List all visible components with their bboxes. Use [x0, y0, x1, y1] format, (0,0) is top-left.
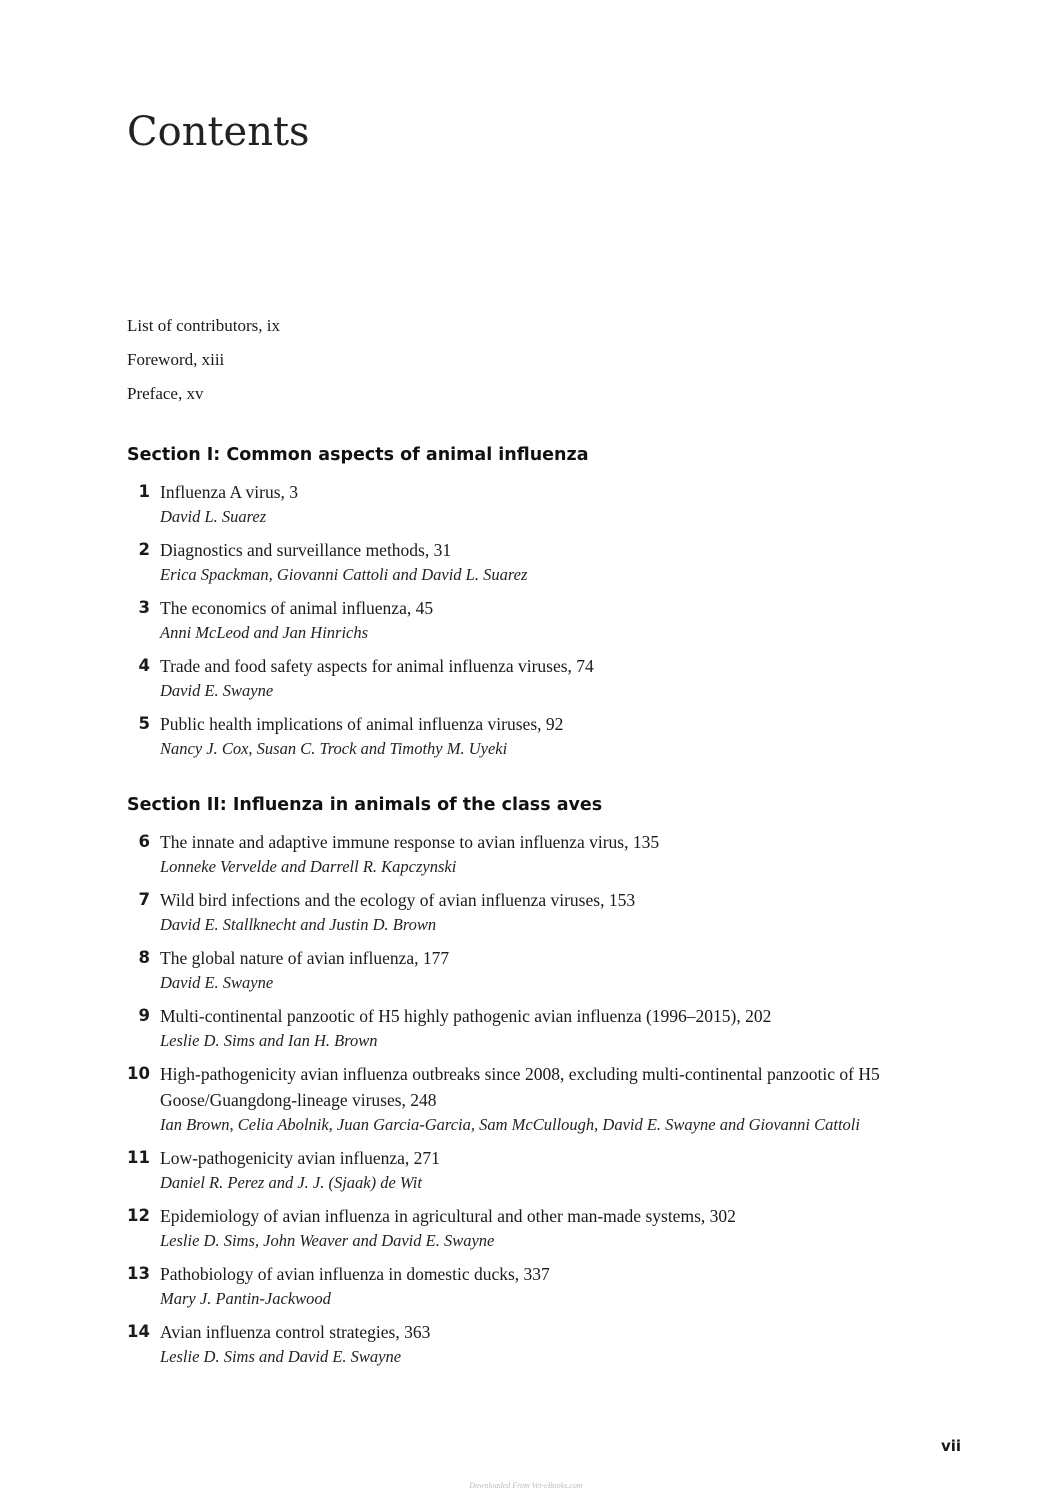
chapter-title: Influenza A virus, 3	[160, 482, 299, 502]
chapter-entry[interactable]	[127, 1003, 947, 1053]
chapter-entry[interactable]	[127, 653, 947, 703]
chapter-number: 3	[138, 598, 150, 617]
chapter-title: The economics of animal influenza, 45	[160, 598, 434, 618]
front-matter-item[interactable]: List of contributors, ix	[127, 316, 280, 335]
chapter-authors: Leslie D. Sims and Ian H. Brown	[160, 1031, 378, 1050]
page-title: Contents	[127, 109, 310, 155]
front-matter-list	[127, 314, 280, 416]
section-1	[127, 443, 947, 769]
chapter-title: The global nature of avian influenza, 177	[160, 948, 450, 968]
chapter-number: 13	[127, 1264, 150, 1283]
chapter-authors: David E. Swayne	[160, 973, 274, 992]
chapter-number: 14	[127, 1322, 150, 1341]
front-matter-item[interactable]: Foreword, xiii	[127, 350, 225, 369]
chapter-authors: Anni McLeod and Jan Hinrichs	[160, 623, 369, 642]
chapter-authors: Mary J. Pantin-Jackwood	[160, 1289, 331, 1308]
chapter-title: Epidemiology of avian influenza in agricultural and other man-made systems, 302	[160, 1206, 736, 1226]
chapter-authors: Leslie D. Sims, John Weaver and David E. Swayne	[160, 1231, 495, 1250]
chapter-number: 5	[138, 714, 150, 733]
chapter-entry[interactable]	[127, 1319, 947, 1369]
chapter-entry[interactable]	[127, 1203, 947, 1253]
page-number: vii	[940, 1437, 961, 1455]
chapter-number: 12	[127, 1206, 150, 1225]
chapter-entry[interactable]	[127, 1061, 947, 1137]
chapter-authors: Ian Brown, Celia Abolnik, Juan Garcia-Garcia, Sam McCullough, David E. Swayne and Giovanni Cattoli	[160, 1115, 860, 1134]
chapter-title: Low-pathogenicity avian influenza, 271	[160, 1148, 440, 1168]
chapter-entry[interactable]	[127, 537, 947, 587]
chapter-entry[interactable]	[127, 887, 947, 937]
chapter-entry[interactable]	[127, 829, 947, 879]
section-heading: Section I: Common aspects of animal influenza	[127, 445, 589, 465]
chapter-title: Multi-continental panzootic of H5 highly pathogenic avian influenza (1996–2015), 202	[160, 1006, 772, 1026]
chapter-number: 7	[138, 890, 150, 909]
chapter-entry[interactable]	[127, 1261, 947, 1311]
chapter-number: 4	[138, 656, 150, 675]
chapter-entry[interactable]	[127, 1145, 947, 1195]
chapter-number: 11	[127, 1148, 150, 1167]
front-matter-item[interactable]: Preface, xv	[127, 384, 204, 403]
chapter-title: Pathobiology of avian influenza in domestic ducks, 337	[160, 1264, 550, 1284]
section-2	[127, 793, 947, 1377]
chapter-title: High-pathogenicity avian influenza outbreaks since 2008, excluding multi-continental panzootic of H5 Goose/Guangdong-lineage viruses, 248	[160, 1064, 880, 1110]
chapter-number: 1	[138, 482, 150, 501]
chapter-authors: Erica Spackman, Giovanni Cattoli and David L. Suarez	[160, 565, 528, 584]
chapter-title: Diagnostics and surveillance methods, 31	[160, 540, 452, 560]
chapter-authors: Nancy J. Cox, Susan C. Trock and Timothy M. Uyeki	[160, 739, 508, 758]
chapter-title: Trade and food safety aspects for animal influenza viruses, 74	[160, 656, 594, 676]
chapter-title: Wild bird infections and the ecology of avian influenza viruses, 153	[160, 890, 636, 910]
chapter-title: Avian influenza control strategies, 363	[160, 1322, 431, 1342]
chapter-entry[interactable]	[127, 479, 947, 529]
chapter-authors: Daniel R. Perez and J. J. (Sjaak) de Wit	[160, 1173, 422, 1192]
chapter-authors: David L. Suarez	[160, 507, 267, 526]
chapter-number: 10	[127, 1064, 150, 1083]
chapter-authors: David E. Stallknecht and Justin D. Brown	[160, 915, 437, 934]
chapter-title: The innate and adaptive immune response to avian influenza virus, 135	[160, 832, 660, 852]
chapter-authors: David E. Swayne	[160, 681, 274, 700]
chapter-number: 8	[138, 948, 150, 967]
watermark: Downloaded From Vet-eBooks.com	[469, 1481, 583, 1490]
chapter-entry[interactable]	[127, 945, 947, 995]
chapter-entry[interactable]	[127, 711, 947, 761]
chapter-authors: Leslie D. Sims and David E. Swayne	[160, 1347, 402, 1366]
chapter-number: 6	[138, 832, 150, 851]
section-heading: Section II: Influenza in animals of the class aves	[127, 795, 603, 815]
chapter-entry[interactable]	[127, 595, 947, 645]
chapter-authors: Lonneke Vervelde and Darrell R. Kapczynski	[160, 857, 457, 876]
chapter-number: 2	[138, 540, 150, 559]
chapter-number: 9	[138, 1006, 150, 1025]
chapter-title: Public health implications of animal influenza viruses, 92	[160, 714, 564, 734]
